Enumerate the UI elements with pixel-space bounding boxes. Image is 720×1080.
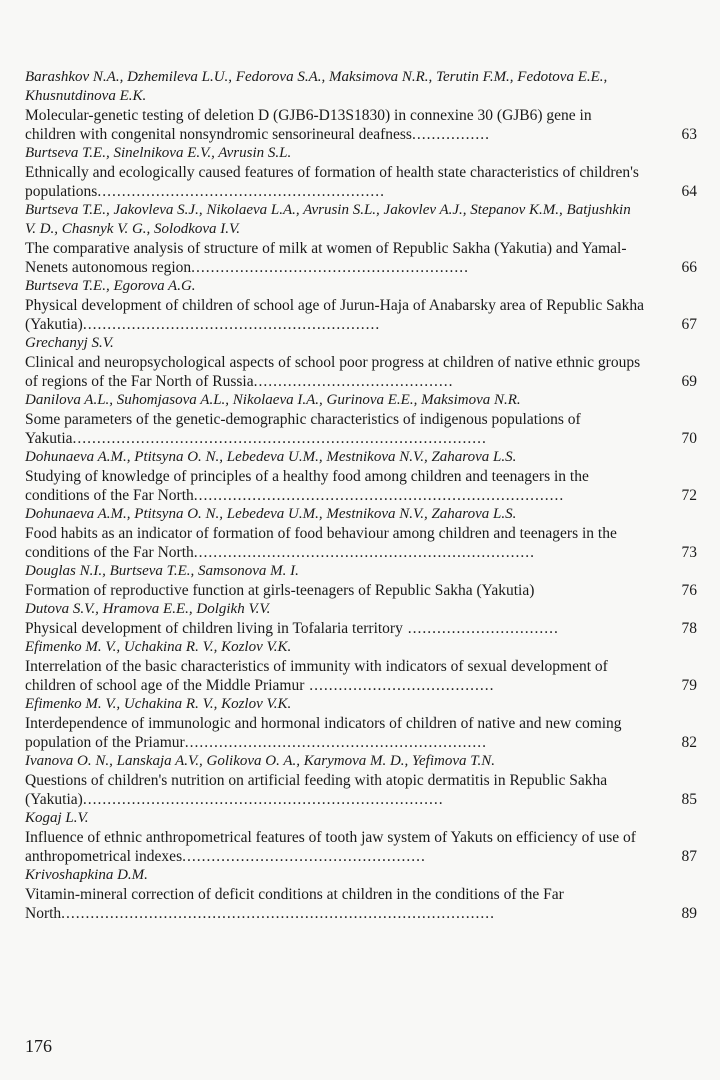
entry-title-wrap — [25, 657, 645, 695]
table-of-contents — [25, 68, 697, 923]
entry-title-wrap — [25, 714, 645, 752]
entry-page: 64 — [681, 183, 697, 200]
entry-authors: Burtseva T.E., Egorova A.G. — [25, 278, 196, 294]
entry-title-row — [25, 619, 697, 638]
entry-title-wrap — [25, 771, 645, 809]
entry-page: 66 — [681, 259, 697, 276]
entry-title-wrap — [25, 581, 645, 600]
entry-title-row — [25, 657, 697, 695]
entry-title-row — [25, 353, 697, 391]
entry-title-wrap — [25, 828, 645, 866]
leader-dots: ......................................................................................... — [61, 905, 496, 922]
toc-entry — [25, 448, 697, 505]
entry-title-row — [25, 467, 697, 505]
entry-title-row — [25, 106, 697, 144]
entry-title-row — [25, 163, 697, 201]
entry-title-row — [25, 714, 697, 752]
entry-authors: Burtseva T.E., Sinelnikova E.V., Avrusin S.L. — [25, 145, 292, 161]
toc-entry — [25, 68, 697, 144]
entry-title: Questions of children's nutrition on artificial feeding with atopic dermatitis in Republic Sakha (Yakutia) — [25, 772, 608, 808]
entry-title-wrap — [25, 619, 645, 638]
entry-authors: Efimenko M. V., Uchakina R. V., Kozlov V.K. — [25, 639, 292, 655]
entry-title: Physical development of children of school age of Jurun-Haja of Anabarsky area of Republic Sakha (Yakutia) — [25, 297, 644, 333]
entry-title-row — [25, 581, 697, 600]
entry-authors: Douglas N.I., Burtseva T.E., Samsonova M. I. — [25, 563, 299, 579]
entry-authors: Dohunaeva A.M., Ptitsyna O. N., Lebedeva U.M., Mestnikova N.V., Zaharova L.S. — [25, 449, 517, 465]
leader-dots: ...................................................................... — [193, 544, 536, 561]
entry-title-wrap — [25, 296, 645, 334]
leader-dots: .................................................. — [182, 848, 426, 865]
toc-entry — [25, 866, 697, 923]
entry-page: 78 — [681, 620, 697, 637]
entry-page: 73 — [681, 544, 697, 561]
entry-page: 76 — [681, 582, 697, 599]
entry-title: Formation of reproductive function at girls-teenagers of Republic Sakha (Yakutia) — [25, 582, 535, 599]
entry-title-row — [25, 828, 697, 866]
entry-page: 87 — [681, 848, 697, 865]
entry-title-wrap — [25, 467, 645, 505]
entry-title-wrap — [25, 410, 645, 448]
entry-title: The comparative analysis of structure of milk at women of Republic Sakha (Yakutia) and Yamal-Nenets autonomous region — [25, 240, 627, 276]
entry-page: 82 — [681, 734, 697, 751]
toc-entry — [25, 600, 697, 638]
entry-page: 67 — [681, 316, 697, 333]
entry-title: Molecular-genetic testing of deletion D (GJB6-D13S1830) in connexine 30 (GJB6) gene in children with congenital nonsyndromic sensorineural deafness — [25, 107, 592, 143]
leader-dots: ......................................... — [253, 373, 454, 390]
entry-page: 63 — [681, 126, 697, 143]
toc-entry — [25, 201, 697, 277]
leader-dots: ......................................................... — [191, 259, 470, 276]
entry-authors: Barashkov N.A., Dzhemileva L.U., Fedorova S.A., Maksimova N.R., Terutin F.M., Fedotova E.E., Khusnutdinova E.K. — [25, 69, 608, 104]
toc-entry — [25, 695, 697, 752]
entry-authors: Ivanova O. N., Lanskaja A.V., Golikova O. A., Karymova M. D., Yefimova T.N. — [25, 753, 495, 769]
entry-title-wrap — [25, 106, 645, 144]
entry-title: Ethnically and ecologically caused features of formation of health state characteristics of children's populations — [25, 164, 639, 200]
entry-page: 72 — [681, 487, 697, 504]
entry-title-wrap — [25, 239, 645, 277]
toc-entry — [25, 334, 697, 391]
toc-entry — [25, 277, 697, 334]
entry-page: 85 — [681, 791, 697, 808]
entry-title-wrap — [25, 353, 645, 391]
entry-title-row — [25, 524, 697, 562]
entry-title: Clinical and neuropsychological aspects of school poor progress at children of native ethnic groups of regions of the Far North of Russia — [25, 354, 641, 390]
entry-page: 79 — [681, 677, 697, 694]
toc-entry — [25, 638, 697, 695]
entry-page: 69 — [681, 373, 697, 390]
toc-entry — [25, 809, 697, 866]
entry-authors: Dutova S.V., Hramova E.E., Dolgikh V.V. — [25, 601, 271, 617]
entry-authors: Kogaj L.V. — [25, 810, 89, 826]
entry-title: Vitamin-mineral correction of deficit conditions at children in the conditions of the Far North — [25, 886, 564, 922]
entry-authors: Burtseva T.E., Jakovleva S.J., Nikolaeva L.A., Avrusin S.L., Jakovlev A.J., Stepanov K.M., Batjushkin V. D., Chasnyk V. G., Solodkova I.V. — [25, 202, 631, 237]
toc-entry — [25, 752, 697, 809]
entry-title: Studying of knowledge of principles of a healthy food among children and teenagers in the conditions of the Far North — [25, 468, 589, 504]
entry-title: Food habits as an indicator of formation of food behaviour among children and teenagers in the conditions of the Far North — [25, 525, 617, 561]
entry-authors: Krivoshapkina D.M. — [25, 867, 148, 883]
entry-authors: Grechanyj S.V. — [25, 335, 114, 351]
entry-title-wrap — [25, 885, 645, 923]
leader-dots: ............................... — [402, 620, 559, 637]
entry-authors: Dohunaeva A.M., Ptitsyna O. N., Lebedeva U.M., Mestnikova N.V., Zaharova L.S. — [25, 506, 517, 522]
toc-entry — [25, 505, 697, 562]
leader-dots: ..................................................................................... — [72, 430, 487, 447]
entry-authors: Danilova A.L., Suhomjasova A.L., Nikolaeva I.A., Gurinova E.E., Maksimova N.R. — [25, 392, 521, 408]
leader-dots: .......................................................................... — [82, 791, 444, 808]
entry-title-wrap — [25, 163, 645, 201]
entry-title: Interdependence of immunologic and hormonal indicators of children of native and new coming population of the Priamur — [25, 715, 622, 751]
entry-title: Some parameters of the genetic-demographic characteristics of indigenous populations of Yakutia — [25, 411, 581, 447]
leader-dots: ...................................... — [304, 677, 495, 694]
entry-title-row — [25, 885, 697, 923]
entry-title: Interrelation of the basic characteristics of immunity with indicators of sexual development of children of school age of the Middle Priamur — [25, 658, 608, 694]
leader-dots: ........................................................... — [97, 183, 385, 200]
page-number: 176 — [25, 1036, 52, 1056]
toc-entry — [25, 144, 697, 201]
leader-dots: .............................................................. — [184, 734, 487, 751]
entry-title-row — [25, 771, 697, 809]
leader-dots: ............................................................................ — [193, 487, 565, 504]
toc-entry — [25, 562, 697, 600]
entry-page: 70 — [681, 430, 697, 447]
entry-title: Physical development of children living in Tofalaria territory — [25, 620, 403, 637]
toc-entry — [25, 391, 697, 448]
entry-title-row — [25, 410, 697, 448]
entry-authors: Efimenko M. V., Uchakina R. V., Kozlov V.K. — [25, 696, 292, 712]
entry-title-row — [25, 296, 697, 334]
entry-title-row — [25, 239, 697, 277]
entry-page: 89 — [681, 905, 697, 922]
leader-dots: ............................................................. — [82, 316, 381, 333]
entry-title: Influence of ethnic anthropometrical features of tooth jaw system of Yakuts on efficiency of use of anthropometrical indexes — [25, 829, 636, 865]
entry-title-wrap — [25, 524, 645, 562]
leader-dots: ................ — [411, 126, 490, 143]
